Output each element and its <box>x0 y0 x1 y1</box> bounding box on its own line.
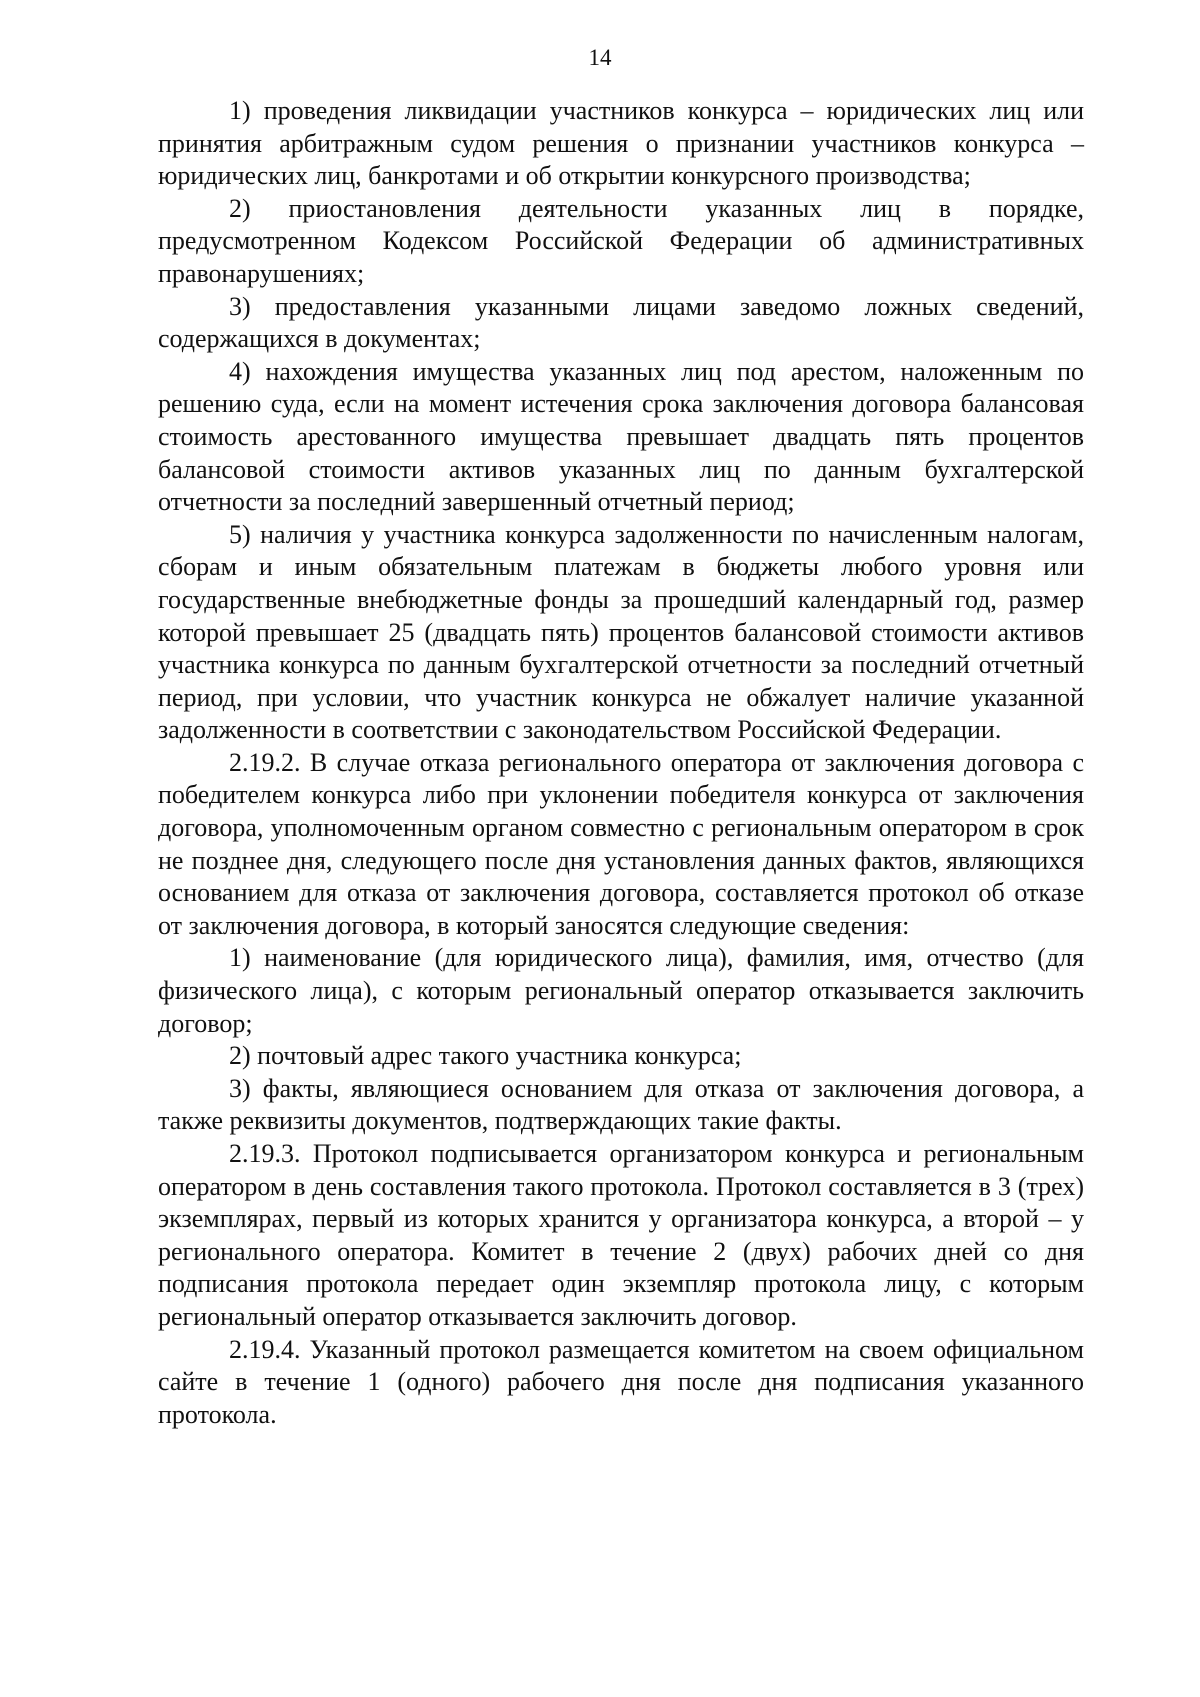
clause-2-19-3 <box>158 1138 1084 1334</box>
item-number: 1) <box>229 943 251 973</box>
item-text: проведения ликвидации участников конкурса – юридических лиц или принятия арбитражным судом решения о признании участников конкурса – юридических лиц, банкротами и об открытии конкурсного производства; <box>158 96 1084 191</box>
item-text: почтовый адрес такого участника конкурса; <box>257 1041 742 1071</box>
item-text: нахождения имущества указанных лиц под арестом, наложенным по решению суда, если на момент истечения срока заключения договора балансовая стоимость арестованного имущества превышает двадцать пять процентов балансовой стоимости активов указанных лиц по данным бухгалтерской отчетности за последний завершенный отчетный период; <box>158 356 1084 517</box>
list-item-false-information <box>158 291 1084 356</box>
item-number: 2) <box>229 193 251 223</box>
item-number: 4) <box>229 356 251 386</box>
item-number: 3) <box>229 291 251 321</box>
item-number: 5) <box>229 519 251 549</box>
list-item-property-arrest <box>158 356 1084 519</box>
clause-text: Указанный протокол размещается комитетом на своем официальном сайте в течение 1 (одного) рабочего дня после дня подписания указанного протокола. <box>158 1334 1085 1429</box>
item-text: предоставления указанными лицами заведомо ложных сведений, содержащихся в документах; <box>158 291 1085 354</box>
clause-number: 2.19.4. <box>229 1334 301 1364</box>
list-item-name <box>158 942 1084 1040</box>
clause-number: 2.19.3. <box>229 1139 301 1168</box>
item-text: факты, являющиеся основанием для отказа от заключения договора, а также реквизиты документов, подтверждающих такие факты. <box>158 1073 1084 1136</box>
clause-text: Протокол подписывается организатором конкурса и региональным оператором в день составления такого протокола. Протокол составляется в 3 (трех) экземплярах, первый из которых хранится у организатора конкурса, а второй – у регионального оператора. Комитет в течение 2 (двух) рабочих дней со дня подписания протокола передает один экземпляр протокола лицу, с которым региональный оператор отказывается заключить договор. <box>158 1139 1084 1331</box>
item-number: 3) <box>229 1073 251 1103</box>
item-number: 1) <box>229 96 251 125</box>
clause-2-19-2 <box>158 747 1084 943</box>
list-item-suspension <box>158 193 1084 291</box>
clause-text: В случае отказа регионального оператора от заключения договора с победителем конкурса либо при уклонении победителя конкурса от заключения договора, уполномоченным органом совместно с региональным оператором в срок не позднее дня, следующего после дня установления данных фактов, являющихся основанием для отказа от заключения договора, составляется протокол об отказе от заключения договора, в который заносятся следующие сведения: <box>158 747 1085 940</box>
document-body <box>158 95 1084 1431</box>
clause-number: 2.19.2. <box>229 747 301 777</box>
item-number: 2) <box>229 1041 251 1071</box>
item-text: наличия у участника конкурса задолженности по начисленным налогам, сборам и иным обязательным платежам в бюджеты любого уровня или государственные внебюджетные фонды за прошедший календарный год, размер которой превышает 25 (двадцать пять) процентов балансовой стоимости активов участника конкурса по данным бухгалтерской отчетности за последний отчетный период, при условии, что участник конкурса не обжалует наличие указанной задолженности в соответствии с законодательством Российской Федерации. <box>158 519 1085 745</box>
list-item-postal-address <box>158 1040 1084 1073</box>
item-text: приостановления деятельности указанных лиц в порядке, предусмотренном Кодексом Российской Федерации об административных правонарушениях; <box>158 193 1084 288</box>
clause-2-19-4 <box>158 1334 1084 1432</box>
item-text: наименование (для юридического лица), фамилия, имя, отчество (для физического лица), с которым региональный оператор отказывается заключить договор; <box>158 943 1084 1038</box>
list-item-liquidation <box>158 95 1084 193</box>
page-number: 14 <box>588 45 612 70</box>
list-item-facts <box>158 1073 1084 1138</box>
list-item-tax-debt <box>158 519 1084 747</box>
